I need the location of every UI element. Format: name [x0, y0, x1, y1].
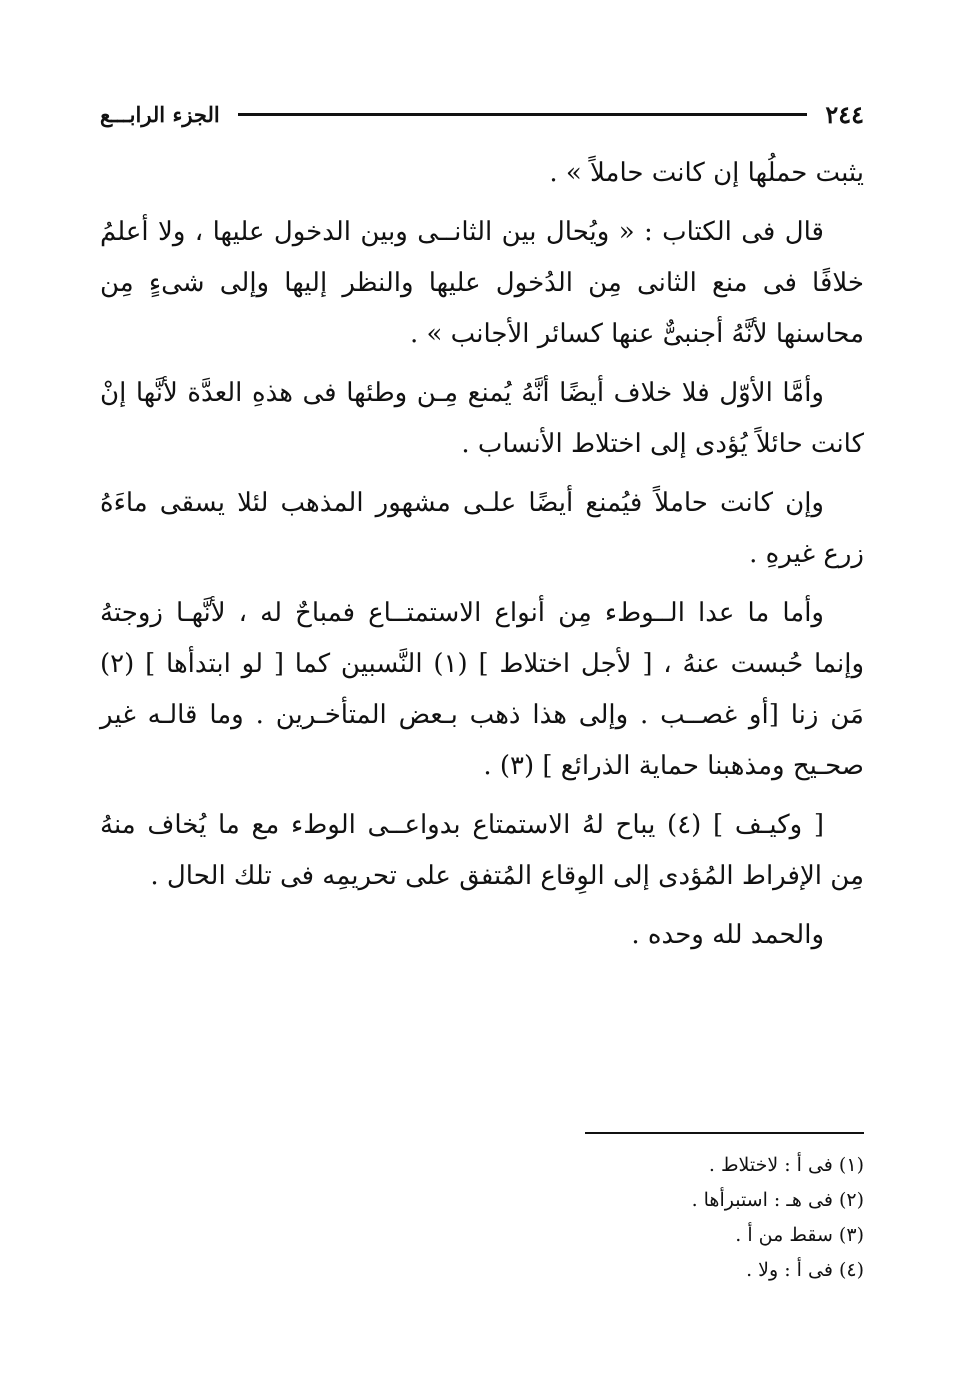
- paragraph: وإن كانت حاملاً فيُمنع أيضًا علـى مشهور المذهب لئلا يسقى ماءَهُ زرع غيرهِ .: [100, 488, 864, 569]
- paragraph: وأمَّا الأوّل فلا خلاف أيضًا أنَّهُ يُمنع مِـن وطئها فى هذهِ العدَّة لأنَّها إنْ كانت حائلاً يُؤدى إلى اختلاط الأنساب .: [100, 378, 864, 459]
- footnotes: [500, 1148, 864, 1288]
- paragraph: وأما ما عدا الــوطء مِن أنواع الاستمتــاع فمباحٌ له ، لأنَّهـا زوجتهُ وإنما حُبست عنهُ ، [ لأجل اختلاط ] (١) النَّسبين كما [ لو ابتدأها ] (٢) مَن زنا [أو غصــب . وإلى هذا ذهب بـعض المتأخـرين . وما قالـه غير صحـيح ومذهبنا حماية الذرائع ] (٣) .: [100, 598, 864, 781]
- paragraph: يثبت حملُها إن كانت حاملاً » .: [549, 158, 864, 188]
- footnote: (٢) فى هـ : استبرأها .: [691, 1189, 864, 1211]
- footnote: (٣) سقط من أ .: [735, 1224, 864, 1246]
- paragraph: قال فى الكتاب : « ويُحال بين الثانــى وبين الدخول عليها ، ولا أعلمُ خلافًا فى منع الثانى مِن الدُخول عليها والنظر إليها وإلى شىءٍ مِن محاسنها لأنَّهُ أجنبىٌّ عنها كسائر الأجانب » .: [100, 217, 864, 349]
- footnote-separator: [585, 1132, 864, 1134]
- paragraph: [ وكيـف ] (٤) يباح لهُ الاستمتاع بدواعــى الوطء مع ما يُخاف منهُ مِن الإفراط المُؤدى إلى الوِقاع المُتفق على تحريمِه فى تلك الحال .: [100, 810, 864, 891]
- header-rule: [238, 113, 808, 116]
- page-number: ٢٤٤: [825, 99, 864, 129]
- footnote: (٤) فى أ : ولا .: [746, 1259, 864, 1281]
- main-text: [100, 148, 864, 969]
- running-title: الجزء الرابـــع: [100, 101, 220, 127]
- page-header: [100, 96, 864, 132]
- paragraph: والحمد لله وحده .: [631, 920, 824, 950]
- footnote: (١) فى أ : لاختلاط .: [708, 1154, 864, 1176]
